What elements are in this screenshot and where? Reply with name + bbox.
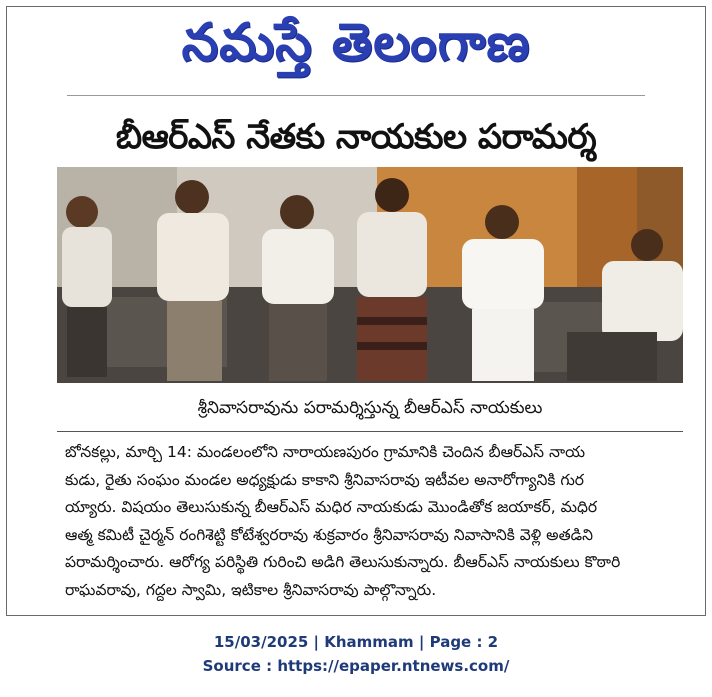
- article-headline: బీఆర్ఎస్ నేతకు నాయకుల పరామర్శ: [115, 117, 597, 157]
- source-link: Source : https://epaper.ntnews.com/: [202, 657, 510, 675]
- epaper-footer: [0, 630, 712, 678]
- newspaper-clipping: [6, 6, 706, 616]
- article-line: కుడు, రైతు సంఘం మండల అధ్యక్షుడు కాకాని శ్రీనివాసరావు ఇటీవల అనారోగ్యానికి గుర: [65, 470, 584, 489]
- article-line: ఆత్మ కమిటీ చైర్మన్ రంగిశెట్టి కోటేశ్వరరావు శుక్రవారం శ్రీనివాసరావు నివాసానికి వెళ్లి అతడిని: [65, 525, 593, 544]
- article-line: య్యారు. విషయం తెలుసుకున్న బీఆర్ఎస్ మధిర నాయకుడు మొండితోక జయాకర్, మధిర: [65, 498, 598, 516]
- article-line: బోనకల్లు, మార్చి 14: మండలంలోని నారాయణపురం గ్రామానికి చెందిన బీఆర్ఎస్ నాయ: [65, 443, 585, 461]
- photo-image: [57, 167, 683, 383]
- masthead-divider: [67, 95, 645, 96]
- article-line: పరామర్శించారు. ఆరోగ్య పరిస్థితి గురించి అడిగి తెలుసుకున్నారు. బీఆర్ఎస్ నాయకులు కొఠారి: [65, 553, 621, 571]
- article-line: రాఘవరావు, గద్దల స్వామి, ఇటికాల శ్రీనివాసరావు పాల్గొన్నారు.: [65, 580, 437, 599]
- caption-divider: [57, 431, 683, 432]
- newspaper-masthead: నమస్తే తెలంగాణ: [181, 12, 531, 73]
- photo-caption: శ్రీనివాసరావును పరామర్శిస్తున్న బీఆర్ఎస్ నాయకులు: [197, 398, 543, 418]
- news-photo: [57, 167, 683, 383]
- article-body: [65, 439, 677, 604]
- edition-info: 15/03/2025 | Khammam | Page : 2: [213, 633, 499, 651]
